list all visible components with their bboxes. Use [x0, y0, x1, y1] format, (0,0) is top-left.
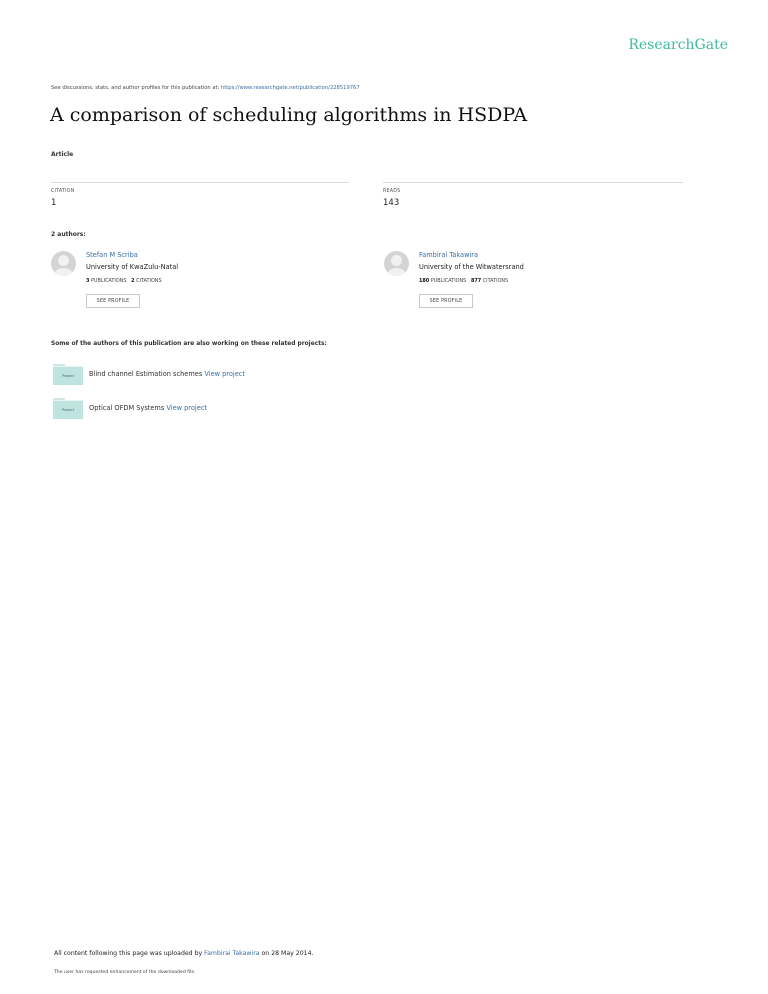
author-institution: University of KwaZulu-Natal — [86, 263, 179, 271]
see-profile-button[interactable]: SEE PROFILE — [419, 294, 473, 308]
citations-label: CITATIONS — [136, 278, 162, 284]
project-icon-label: Project — [62, 408, 74, 412]
author-stats — [86, 278, 162, 284]
publications-label: PUBLICATIONS — [430, 278, 467, 284]
author-name-link[interactable]: Stefan M Scriba — [86, 251, 138, 259]
publications-label: PUBLICATIONS — [90, 278, 127, 284]
upload-suffix: on 28 May 2014. — [261, 950, 314, 957]
project-folder-icon[interactable] — [53, 364, 83, 384]
citation-value: 1 — [51, 198, 57, 208]
reads-value: 143 — [383, 198, 400, 208]
reads-label: READS — [383, 189, 401, 194]
project-item — [53, 398, 453, 422]
discussions-prefix: See discussions, stats, and author profiles for this publication at: — [51, 85, 220, 91]
citations-label: CITATIONS — [482, 278, 509, 284]
author-card — [51, 251, 351, 311]
project-name: Blind channel Estimation schemes — [89, 370, 203, 378]
citations-count: 2 — [131, 278, 135, 284]
publications-count: 180 — [419, 278, 430, 284]
upload-prefix: All content following this page was uploaded by — [54, 950, 203, 957]
author-card — [384, 251, 684, 311]
publications-count: 3 — [86, 278, 90, 284]
author-institution: University of the Witwatersrand — [419, 263, 524, 271]
divider-left — [51, 182, 349, 183]
authors-heading: 2 authors: — [51, 231, 86, 238]
author-name-link[interactable]: Fambirai Takawira — [419, 251, 479, 259]
citation-label: CITATION — [51, 189, 75, 194]
researchgate-logo[interactable]: ResearchGate — [628, 37, 728, 53]
upload-notice — [54, 950, 314, 957]
citations-count: 877 — [470, 278, 482, 284]
project-icon-label: Project — [62, 374, 74, 378]
project-title — [89, 370, 245, 378]
view-project-link[interactable]: View project — [204, 370, 246, 378]
see-profile-button[interactable]: SEE PROFILE — [86, 294, 140, 308]
publication-url-link[interactable]: https://www.researchgate.net/publication/228519767 — [220, 85, 360, 91]
publication-type: Article — [51, 151, 74, 158]
view-project-link[interactable]: View project — [166, 404, 208, 412]
project-item — [53, 364, 453, 388]
publication-title: A comparison of scheduling algorithms in HSDPA — [50, 104, 528, 126]
projects-heading: Some of the authors of this publication are also working on these related projects: — [51, 341, 327, 347]
project-title — [89, 404, 207, 412]
enhancement-note: The user has requested enhancement of the downloaded file. — [54, 970, 196, 975]
uploader-link[interactable]: Fambirai Takawira — [204, 950, 260, 957]
project-folder-icon[interactable] — [53, 398, 83, 418]
avatar[interactable] — [384, 251, 409, 276]
avatar[interactable] — [51, 251, 76, 276]
author-stats — [419, 278, 508, 284]
divider-right — [383, 182, 683, 183]
project-name: Optical OFDM Systems — [89, 404, 165, 412]
discussions-line — [51, 85, 360, 91]
